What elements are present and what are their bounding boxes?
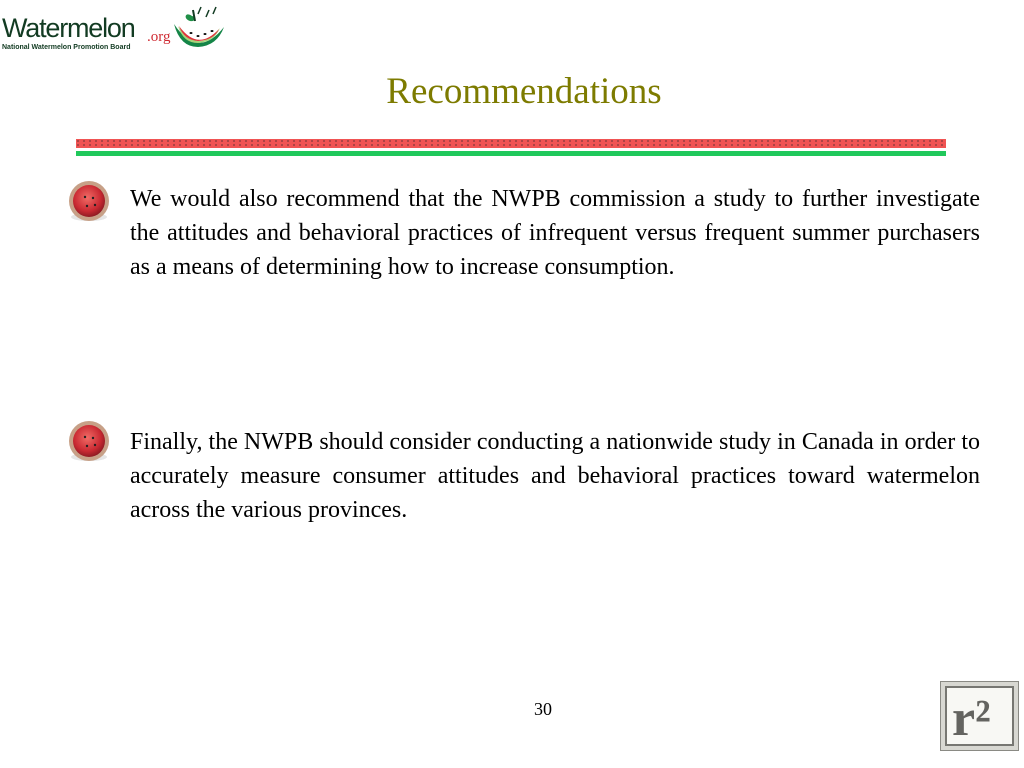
motion-mark-icon [198, 7, 201, 14]
watermelon-half-icon [67, 420, 112, 465]
bullet-item-2: Finally, the NWPB should consider conducting a nationwide study in Canada in order to accurately measure consumer attitudes and behavioral practices toward watermelon across the various provinces. [130, 429, 980, 523]
watermelon-seed-icon [197, 35, 200, 37]
watermelon-seed-icon [211, 30, 214, 32]
logo-domain-suffix: .org [147, 29, 171, 45]
bullet-seed-icon [94, 204, 96, 206]
slide-title: Recommendations [386, 71, 662, 112]
bullet-seed-icon [94, 444, 96, 446]
watermelon-org-logo[interactable] [0, 2, 232, 58]
bullet-flesh [73, 185, 105, 217]
bullet-item-1: We would also recommend that the NWPB commission a study to further investigate the attitudes and behavioral practices of infrequent versus frequent summer purchasers as a means of determining how to increase consumption. [130, 186, 980, 280]
watermelon-divider [76, 139, 946, 157]
watermelon-slice-icon [167, 2, 229, 56]
watermelon-seed-icon [190, 32, 193, 34]
bullet-flesh [73, 425, 105, 457]
bullet-seed-icon [92, 437, 94, 439]
bullet-seed-icon [86, 205, 88, 207]
divider-red-band [76, 139, 946, 148]
logo-subtitle: National Watermelon Promotion Board [2, 44, 131, 51]
bullet-seed-icon [84, 436, 86, 438]
motion-mark-icon [206, 10, 209, 17]
r2-logo-text: r² [952, 690, 991, 747]
motion-mark-icon [213, 7, 216, 14]
divider-green-band [76, 151, 946, 156]
r2-logo-icon[interactable] [940, 681, 1019, 751]
watermelon-half-icon [67, 180, 112, 225]
bullet-seed-icon [86, 445, 88, 447]
page-number: 30 [534, 699, 552, 719]
logo-wordmark: Watermelon [2, 13, 135, 43]
bullet-seed-icon [92, 197, 94, 199]
bullet-seed-icon [84, 196, 86, 198]
watermelon-seed-icon [204, 33, 207, 35]
divider-white-gap [76, 148, 946, 151]
